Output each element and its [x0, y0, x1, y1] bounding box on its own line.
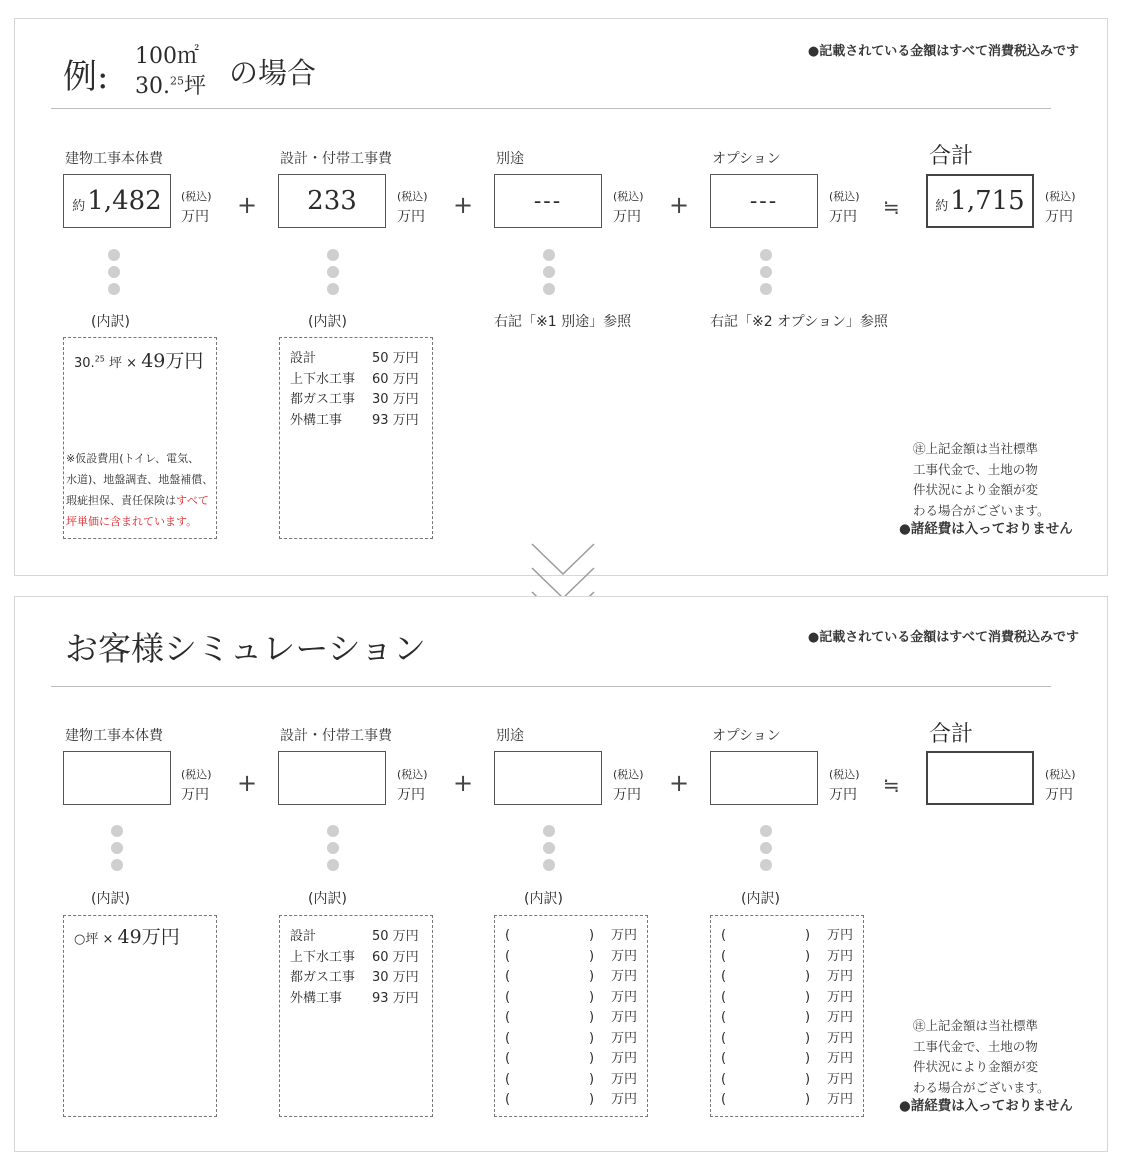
example-area-m2: 100㎡ — [135, 44, 199, 69]
connector-dots — [543, 249, 555, 300]
option-breakdown-box[interactable] — [710, 915, 864, 1117]
connector-dots — [327, 249, 339, 300]
example-area-tsubo: 30.25坪 — [135, 74, 207, 99]
total-label: 合計 — [929, 722, 974, 747]
design-cost-box — [278, 174, 386, 228]
breakdown-entry-row[interactable]: ( ) 万円 — [721, 1010, 854, 1025]
breakdown-entry-row[interactable]: ( ) 万円 — [505, 928, 638, 943]
building-cost-value: 1,482 — [87, 186, 162, 216]
breakdown-entry-row[interactable]: ( ) 万円 — [505, 969, 638, 984]
tsubo-calc: 30.25 坪 × 49万円 — [74, 350, 204, 372]
unit-label: (税込) 万円 — [397, 768, 428, 803]
plus-sign: + — [237, 191, 258, 219]
breakdown-entry-row[interactable]: ( ) 万円 — [505, 1051, 638, 1066]
breakdown-entry-row[interactable]: ( ) 万円 — [721, 1030, 854, 1046]
separate-reference: 右記「※1 別途」参照 — [494, 314, 632, 330]
breakdown-entry-row[interactable]: ( ) 万円 — [505, 989, 638, 1005]
about-prefix: 約 — [72, 198, 86, 214]
design-item-row: 都ガス工事 30 万円 — [290, 970, 419, 985]
total-cost-box — [926, 174, 1034, 228]
connector-dots — [760, 825, 772, 876]
divider — [51, 108, 1051, 109]
option-cost-label: オプション — [712, 151, 781, 167]
breakdown-entry-row[interactable]: ( ) 万円 — [505, 1071, 638, 1087]
unit-label: (税込) 万円 — [613, 190, 644, 225]
design-item-row: 外構工事 93 万円 — [290, 991, 419, 1006]
tsubo-calc: ○坪 × 49万円 — [74, 926, 180, 948]
divider — [51, 686, 1051, 687]
breakdown-label: (内訳) — [524, 891, 563, 907]
breakdown-entry-row[interactable]: ( ) 万円 — [721, 969, 854, 984]
breakdown-label: (内訳) — [91, 891, 130, 907]
breakdown-entry-row[interactable]: ( ) 万円 — [505, 1092, 638, 1107]
example-title-suffix: の場合 — [229, 56, 317, 90]
breakdown-label: (内訳) — [91, 314, 130, 330]
about-prefix: 約 — [935, 198, 949, 214]
approx-equal-sign: ≒ — [883, 773, 900, 797]
simulation-panel — [14, 596, 1108, 1152]
breakdown-label: (内訳) — [308, 314, 347, 330]
breakdown-label: (内訳) — [308, 891, 347, 907]
design-item-row: 外構工事 93 万円 — [290, 413, 419, 428]
design-item-row: 都ガス工事 30 万円 — [290, 392, 419, 407]
breakdown-entry-row[interactable]: ( ) 万円 — [721, 1071, 854, 1087]
included-costs-note: ※仮設費用(トイレ、電気、 水道)、地盤調査、地盤補償、 瑕疵担保、責任保険はすべて 坪単価に含まれています。 — [66, 452, 214, 528]
option-cost-label: オプション — [712, 728, 781, 744]
example-title-prefix: 例: — [63, 57, 109, 97]
unit-label: (税込) 万円 — [181, 190, 212, 225]
separate-cost-label: 別途 — [496, 728, 524, 744]
breakdown-entry-row[interactable]: ( ) 万円 — [721, 989, 854, 1005]
breakdown-entry-row[interactable]: ( ) 万円 — [721, 1051, 854, 1066]
option-cost-box — [710, 174, 818, 228]
breakdown-entry-row[interactable]: ( ) 万円 — [505, 1030, 638, 1046]
unit-label: (税込) 万円 — [397, 190, 428, 225]
design-item-row: 上下水工事 60 万円 — [290, 950, 419, 965]
option-cost-value: --- — [749, 188, 779, 214]
building-cost-label: 建物工事本体費 — [65, 728, 163, 744]
design-item-row: 設計 50 万円 — [290, 929, 419, 944]
price-disclaimer: ㊟上記金額は当社標準 工事代金で、土地の物 件状況により金額が変 わる場合がございます。 ●諸経費は入っておりません — [899, 1018, 1073, 1114]
plus-sign: + — [669, 191, 690, 219]
breakdown-entry-row[interactable]: ( ) 万円 — [721, 948, 854, 964]
unit-label: (税込) 万円 — [181, 768, 212, 803]
building-cost-box — [63, 174, 171, 228]
unit-label: (税込) 万円 — [829, 190, 860, 225]
price-disclaimer: ㊟上記金額は当社標準 工事代金で、土地の物 件状況により金額が変 わる場合がございます。 ●諸経費は入っておりません — [899, 441, 1073, 537]
breakdown-label: (内訳) — [741, 891, 780, 907]
design-cost-value: 233 — [307, 186, 357, 216]
design-breakdown-box — [279, 337, 433, 539]
separate-cost-value: --- — [533, 188, 563, 214]
simulation-title: お客様シミュレーション — [65, 629, 427, 668]
separate-cost-label: 別途 — [496, 151, 524, 167]
unit-label: (税込) 万円 — [1045, 190, 1076, 225]
unit-label: (税込) 万円 — [1045, 768, 1076, 803]
building-breakdown-box — [63, 915, 217, 1117]
option-cost-input[interactable] — [710, 751, 818, 805]
connector-dots — [327, 825, 339, 876]
design-breakdown-box — [279, 915, 433, 1117]
connector-dots — [111, 825, 123, 876]
tax-note: ●記載されている金額はすべて消費税込みです — [807, 44, 1079, 59]
building-breakdown-box — [63, 337, 217, 539]
connector-dots — [760, 249, 772, 300]
design-item-row: 設計 50 万円 — [290, 351, 419, 366]
design-cost-label: 設計・付帯工事費 — [280, 728, 392, 744]
building-cost-input[interactable] — [63, 751, 171, 805]
connector-dots — [543, 825, 555, 876]
separate-cost-box — [494, 174, 602, 228]
connector-dots — [108, 249, 120, 300]
separate-cost-input[interactable] — [494, 751, 602, 805]
separate-breakdown-box[interactable] — [494, 915, 648, 1117]
breakdown-entry-row[interactable]: ( ) 万円 — [721, 1092, 854, 1107]
plus-sign: + — [453, 769, 474, 797]
breakdown-entry-row[interactable]: ( ) 万円 — [721, 928, 854, 943]
breakdown-entry-row[interactable]: ( ) 万円 — [505, 948, 638, 964]
unit-label: (税込) 万円 — [829, 768, 860, 803]
total-cost-value: 1,715 — [950, 186, 1025, 216]
building-cost-label: 建物工事本体費 — [65, 151, 163, 167]
total-label: 合計 — [929, 144, 974, 169]
design-cost-label: 設計・付帯工事費 — [280, 151, 392, 167]
option-reference: 右記「※2 オプション」参照 — [710, 314, 888, 330]
design-item-row: 上下水工事 60 万円 — [290, 372, 419, 387]
total-cost-input[interactable] — [926, 751, 1034, 805]
plus-sign: + — [237, 769, 258, 797]
approx-equal-sign: ≒ — [883, 195, 900, 219]
breakdown-entry-row[interactable]: ( ) 万円 — [505, 1010, 638, 1025]
tax-note: ●記載されている金額はすべて消費税込みです — [807, 630, 1079, 645]
unit-label: (税込) 万円 — [613, 768, 644, 803]
plus-sign: + — [453, 191, 474, 219]
plus-sign: + — [669, 769, 690, 797]
example-panel — [14, 18, 1108, 576]
design-cost-input[interactable] — [278, 751, 386, 805]
